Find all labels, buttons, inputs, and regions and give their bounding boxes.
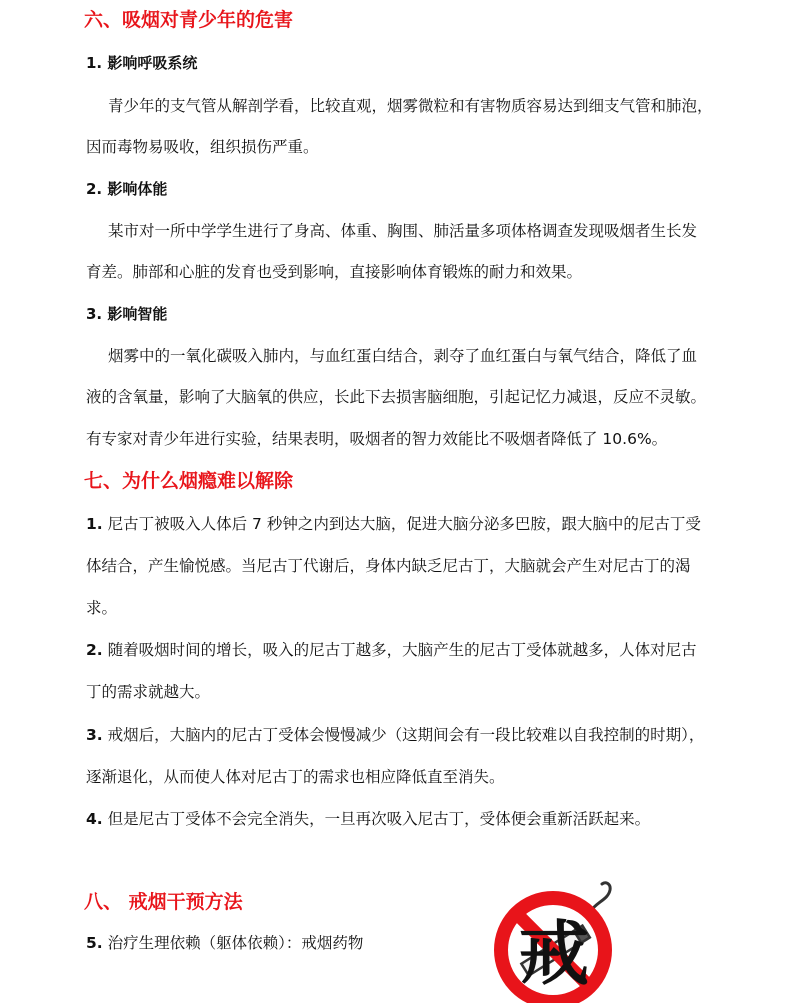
list-item (86, 724, 704, 746)
paragraph-line: 丁的需求就越大。 (86, 683, 211, 701)
logo-character: 戒 (519, 913, 589, 995)
paragraph-line: 某市对一所中学学生进行了身高、体重、胸围、肺活量多项体格调查发现吸烟者生长发 (108, 222, 698, 240)
paragraph-line: 液的含氧量，影响了大脑氧的供应，长此下去损害脑细胞，引起记忆力减退，反应不灵敏。 (86, 388, 707, 406)
list-item (86, 808, 650, 830)
section-6-title: 六、吸烟对青少年的危害 (84, 9, 294, 31)
paragraph-line: 青少年的支气管从解剖学看，比较直观，烟雾微粒和有害物质容易达到细支气管和肺泡， (108, 97, 713, 115)
section-7-title: 七、为什么烟瘾难以解除 (84, 470, 294, 492)
list-text: 但是尼古丁受体不会完全消失，一旦再次吸入尼古丁，受体便会重新活跃起来。 (107, 810, 651, 828)
list-text: 治疗生理依赖（躯体依赖）：戒烟药物 (107, 934, 364, 952)
list-text: 随着吸烟时间的增长，吸入的尼古丁越多，大脑产生的尼古丁受体就越多，人体对尼古 (107, 641, 697, 659)
paragraph-line: 烟雾中的一氧化碳吸入肺内，与血红蛋白结合，剥夺了血红蛋白与氧气结合，降低了血 (108, 347, 698, 365)
section-6-1-title: 1. 影响呼吸系统 (86, 54, 198, 72)
list-item (86, 932, 363, 954)
list-item (86, 513, 701, 535)
paragraph-line: 求。 (86, 599, 118, 617)
paragraph-line: 逐渐退化，从而使人体对尼古丁的需求也相应降低直至消失。 (86, 768, 505, 786)
paragraph-line: 育差。肺部和心脏的发育也受到影响，直接影响体育锻炼的耐力和效果。 (86, 263, 583, 281)
no-smoking-logo-icon (478, 878, 628, 1003)
section-8-title: 八、 戒烟干预方法 (84, 891, 243, 913)
list-number: 2. (86, 641, 103, 659)
list-item (86, 639, 697, 661)
list-number: 5. (86, 934, 103, 952)
paragraph-line: 因而毒物易吸收，组织损伤严重。 (86, 138, 319, 156)
paragraph-line: 有专家对青少年进行实验，结果表明，吸烟者的智力效能比不吸烟者降低了 10.6%。 (86, 430, 668, 448)
paragraph-line: 体结合，产生愉悦感。当尼古丁代谢后，身体内缺乏尼古丁，大脑就会产生对尼古丁的渴 (86, 557, 691, 575)
list-text: 戒烟后，大脑内的尼古丁受体会慢慢减少（这期间会有一段比较难以自我控制的时期）， (107, 726, 705, 744)
list-text: 尼古丁被吸入人体后 7 秒钟之内到达大脑，促进大脑分泌多巴胺，跟大脑中的尼古丁受 (107, 515, 701, 533)
list-number: 1. (86, 515, 103, 533)
list-number: 3. (86, 726, 103, 744)
section-6-3-title: 3. 影响智能 (86, 305, 168, 323)
section-6-2-title: 2. 影响体能 (86, 180, 168, 198)
list-number: 4. (86, 810, 103, 828)
